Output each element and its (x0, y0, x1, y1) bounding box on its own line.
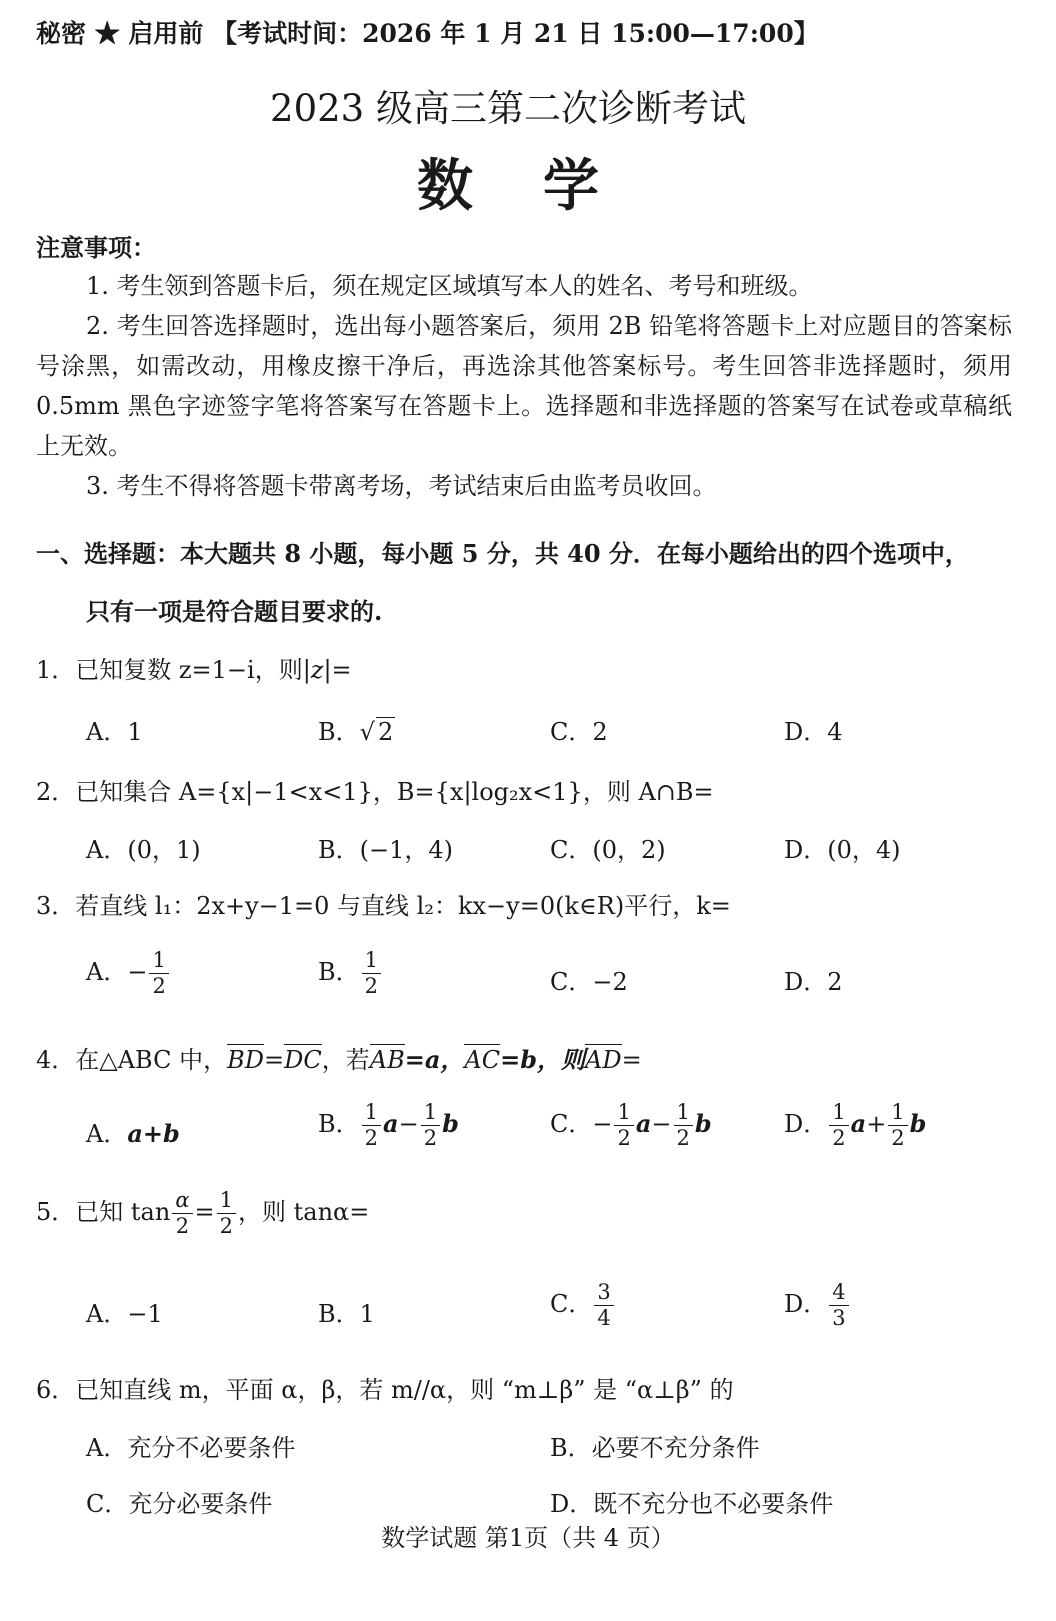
subject-char-1: 数 (417, 153, 473, 219)
q1-option-c: C．2 (550, 718, 608, 746)
question-5-stem: 5．已知 tan $\frac{\alpha}{2}$ = $\frac{1}{2}$ ，则 tanα= (36, 1188, 370, 1238)
exam-title: 2023 级高三第二次诊断考试 (270, 87, 746, 130)
q6-option-d: D．既不充分也不必要条件 (550, 1490, 834, 1518)
q5-option-b: B．1 (318, 1300, 375, 1328)
q1-option-b: B．√ 2 (318, 718, 394, 746)
subject-title (0, 142, 1016, 222)
q4-option-b: B． $\frac{1}{2}$ a− $\frac{1}{2}$ b (318, 1100, 459, 1150)
q3-option-d: D．2 (784, 968, 843, 996)
q3-option-b: B． $\frac{1}{2}$ (318, 950, 383, 997)
q1-option-a: A．1 (86, 718, 143, 746)
q3-option-c: C．−2 (550, 968, 628, 996)
q3-option-a: A．− $\frac{1}{2}$ (86, 950, 171, 997)
q5-option-d: D． $\frac{4}{3}$ (784, 1282, 851, 1329)
question-1-stem: 1．已知复数 z=1−i，则|z|= (36, 656, 352, 684)
q4-option-d: D． $\frac{1}{2}$ a+ $\frac{1}{2}$ b (784, 1100, 927, 1150)
q2-option-b: B．(−1，4) (318, 836, 454, 864)
question-2-stem: 2．已知集合 A={x|−1<x<1}，B={x|log₂x<1}，则 A∩B= (36, 778, 714, 806)
q6-option-b: B．必要不充分条件 (550, 1434, 760, 1462)
q4-option-a: A．a+b (86, 1119, 180, 1148)
q5-option-c: C． $\frac{3}{4}$ (550, 1282, 616, 1329)
q5-option-a: A．−1 (86, 1300, 163, 1328)
q2-option-d: D．(0，4) (784, 836, 901, 864)
section-heading-line1: 一、选择题：本大题共 8 小题，每小题 5 分，共 40 分．在每小题给出的四个选项中， (36, 539, 969, 568)
question-3-stem: 3．若直线 l₁：2x+y−1=0 与直线 l₂：kx−y=0(k∈R)平行，k= (36, 892, 731, 920)
question-6-stem: 6．已知直线 m，平面 α，β，若 m//α，则 “m⊥β” 是 “α⊥β” 的 (36, 1376, 734, 1404)
notice-item-3: 3. 考生不得将答题卡带离考场，考试结束后由监考员收回。 (86, 472, 717, 500)
notice-item-2: 2. 考生回答选择题时，选出每小题答案后，须用 2B 铅笔将答题卡上对应题目的答案标号涂黑，如需改动，用橡皮擦干净后，再选涂其他答案标号。考生回答非选择题时，须用 0.5mm 黑色字迹签字笔将答案写在答题卡上。选择题和非选择题的答案写在试卷或草稿纸上无效。 (36, 312, 1012, 460)
question-4-stem: 4．在△ABC 中，BD=DC，若AB=a，AC=b，则AD= (36, 1045, 642, 1074)
confidential-line: 秘密 ★ 启用前 【考试时间：2026 年 1 月 21 日 15:00—17:00】 (36, 19, 819, 48)
subject-char-2: 学 (543, 153, 599, 219)
page-footer: 数学试题 第1页（共 4 页） (381, 1524, 675, 1552)
notice-item-1: 1. 考生领到答题卡后，须在规定区域填写本人的姓名、考号和班级。 (86, 272, 813, 300)
q1-option-d: D．4 (784, 718, 843, 746)
notice-heading: 注意事项： (36, 233, 156, 262)
q4-option-c: C．− $\frac{1}{2}$ a− $\frac{1}{2}$ b (550, 1100, 712, 1150)
q6-option-a: A．充分不必要条件 (86, 1434, 296, 1462)
section-heading-line2: 只有一项是符合题目要求的. (86, 597, 383, 626)
q2-option-c: C．(0，2) (550, 836, 666, 864)
q6-option-c: C．充分必要条件 (86, 1490, 273, 1518)
q2-option-a: A．(0，1) (86, 836, 201, 864)
